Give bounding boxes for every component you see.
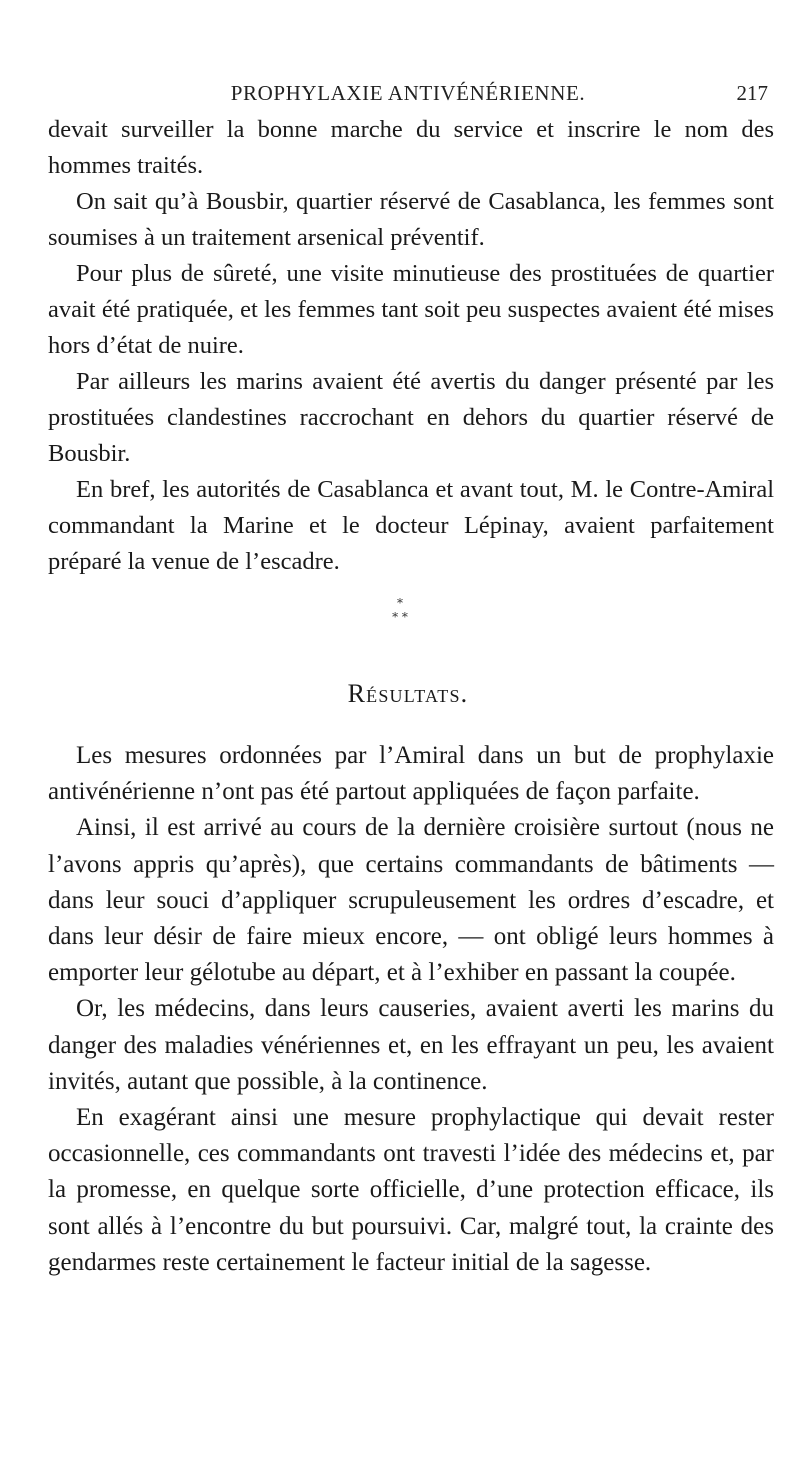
paragraph: Or, les médecins, dans leurs causeries, avaient averti les marins du danger des maladies vénériennes et, en les effrayant un peu, les avaient invités, autant que possible, à la continence. (48, 995, 774, 1095)
text-block-results (48, 738, 774, 1281)
paragraph: En exagérant ainsi une mesure prophylactique qui devait rester occasionnelle, ces commandants ont travesti l’idée des médecins et, par la promesse, en quelque sorte officielle, d’une protection efficace, ils sont allés à l’encontre du but poursuivi. Car, malgré tout, la crainte des gendarmes reste certainement le facteur initial de la sagesse. (48, 1104, 774, 1276)
section-title: Résultats. (347, 679, 469, 708)
paragraph: Les mesures ordonnées par l’Amiral dans un but de prophylaxie antivénérienne n’ont pas été partout appliquées de façon parfaite. (48, 742, 774, 806)
paragraph: Pour plus de sûreté, une visite minutieuse des prostituées de quartier avait été pratiquée, et les femmes tant soit peu suspectes avaient été mises hors d’état de nuire. (48, 260, 774, 359)
page-number: 217 (736, 81, 768, 105)
text-block-intro (48, 112, 774, 580)
paragraph: devait surveiller la bonne marche du service et inscrire le nom des hommes traités. (48, 116, 774, 179)
page-header (48, 80, 768, 106)
asterism-separator: * * * (392, 596, 408, 624)
paragraph: On sait qu’à Bousbir, quartier réservé de Casablanca, les femmes sont soumises à un traitement arsenical préventif. (48, 188, 774, 251)
paragraph: Par ailleurs les marins avaient été avertis du danger présenté par les prostituées clandestines raccrochant en dehors du quartier réservé de Bousbir. (48, 368, 774, 467)
paragraph: Ainsi, il est arrivé au cours de la dernière croisière surtout (nous ne l’avons appris qu’après), que certains commandants de bâtiments — dans leur souci d’appliquer scrupuleusement les ordres d’escadre, et dans leur désir de faire mieux encore, — ont obligé leurs hommes à emporter leur gélotube au départ, et à l’exhiber en passant la coupée. (48, 814, 774, 987)
running-title: PROPHYLAXIE ANTIVÉNÉRIENNE. (230, 81, 586, 105)
paragraph: En bref, les autorités de Casablanca et avant tout, M. le Contre-Amiral commandant la Marine et le docteur Lépinay, avaient parfaitement préparé la venue de l’escadre. (48, 476, 774, 575)
